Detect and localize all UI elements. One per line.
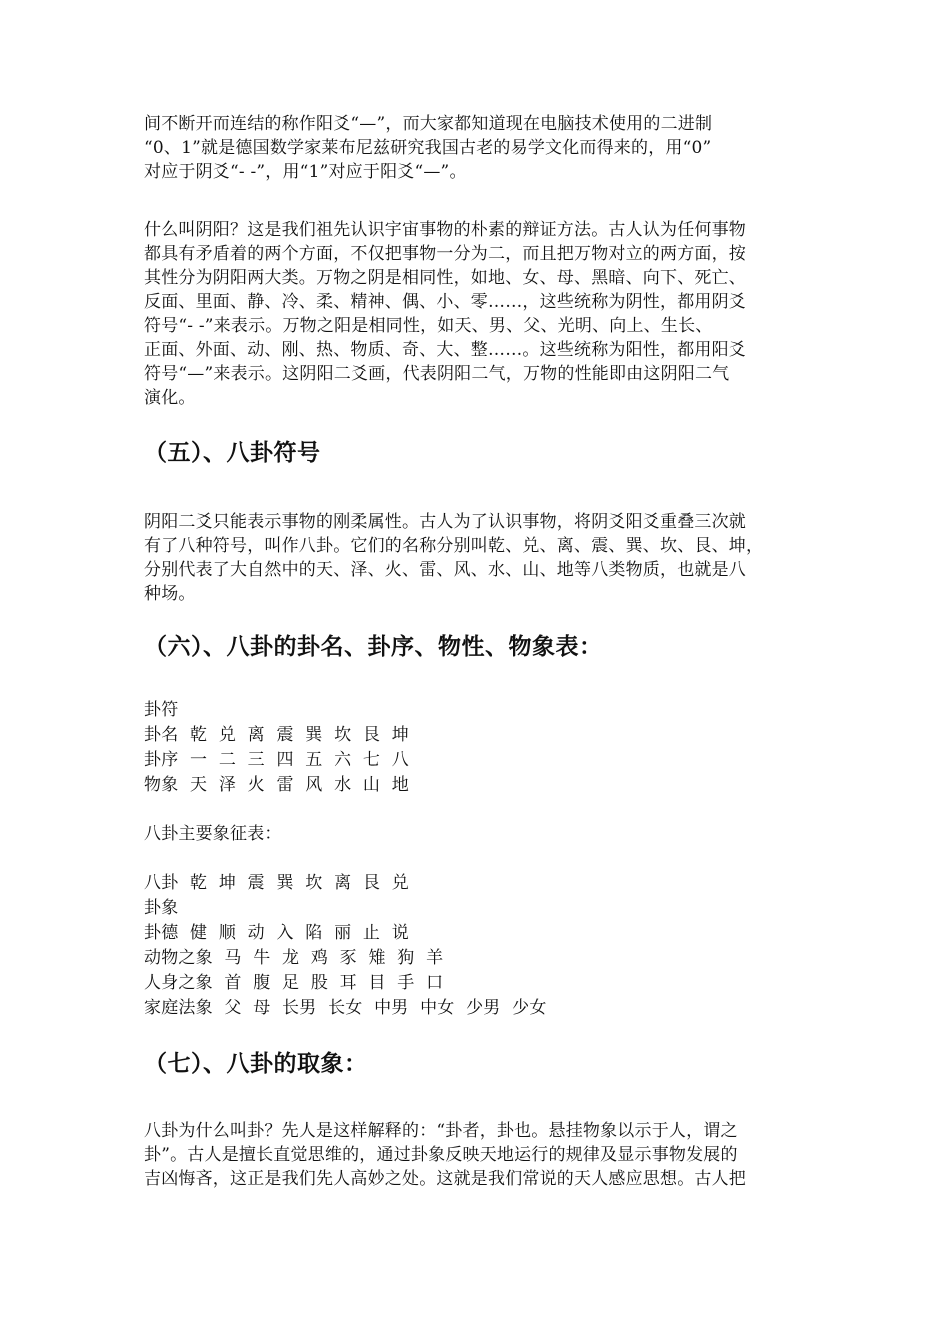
table-cell: 马 <box>224 948 242 968</box>
table-cell: 陷 <box>305 923 323 943</box>
table-cell: 牛 <box>253 948 271 968</box>
table-cell: 山 <box>362 775 381 795</box>
table-row <box>144 921 814 946</box>
table-cell: 顺 <box>218 923 237 943</box>
table-cell: 泽 <box>218 775 237 795</box>
table-cell: 天 <box>190 775 208 795</box>
table-cell: 水 <box>334 775 352 795</box>
table-cell: 巽 <box>305 725 323 745</box>
document-page <box>144 112 814 1191</box>
paragraph-binary <box>144 112 814 184</box>
text-line: 其性分为阴阳两大类。万物之阴是相同性，如地、女、母、黑暗、向下、死亡、 <box>144 268 746 288</box>
table-cell: 离 <box>247 725 265 745</box>
text-line: 符号“- -”来表示。万物之阳是相同性，如天、男、父、光明、向上、生长、 <box>144 316 713 336</box>
table-cell: 雉 <box>368 948 386 968</box>
table-row <box>144 946 814 971</box>
table-cell: 七 <box>362 750 381 770</box>
table-cell: 丽 <box>334 923 352 943</box>
table-cell: 兑 <box>218 725 237 745</box>
text-line: 反面、里面、静、冷、柔、精神、偶、小、零……，这些统称为阴性，都用阴爻 <box>144 292 746 312</box>
table-cell: 卦德 <box>144 923 179 943</box>
text-line: 有了八种符号，叫作八卦。它们的名称分别叫乾、兑、离、震、巽、坎、艮、坤， <box>144 536 764 556</box>
table-cell: 健 <box>190 923 208 943</box>
table-cell: 雷 <box>276 775 294 795</box>
table-cell: 母 <box>253 998 271 1018</box>
table-row <box>144 748 814 773</box>
text-line: 八卦为什么叫卦？先人是这样解释的：“卦者，卦也。悬挂物象以示于人，谓之 <box>144 1121 738 1141</box>
table-cell: 少男 <box>466 998 501 1018</box>
section-heading-5: （五）、八卦符号 <box>144 440 321 466</box>
table-cell: 六 <box>334 750 352 770</box>
table-cell: 三 <box>247 750 265 770</box>
table-cell: 狗 <box>397 948 415 968</box>
table-cell: 坎 <box>305 873 323 893</box>
text-line: 吉凶悔吝，这正是我们先人高妙之处。这就是我们常说的天人感应思想。古人把 <box>144 1169 746 1189</box>
table-cell: 乾 <box>190 873 208 893</box>
table-cell: 父 <box>224 998 242 1018</box>
text-line: 什么叫阴阳？这是我们祖先认识宇宙事物的朴素的辩证方法。古人认为任何事物 <box>144 220 746 240</box>
table-cell: 八卦 <box>144 873 179 893</box>
table-cell: 物象 <box>144 775 179 795</box>
table-cell: 中女 <box>420 998 455 1018</box>
table-cell: 动物之象 <box>144 948 213 968</box>
text-line: 演化。 <box>144 388 196 408</box>
table-cell: 卦名 <box>144 725 179 745</box>
text-line: 对应于阴爻“- -”，用“1”对应于阳爻“—”。 <box>144 162 467 182</box>
table-cell: 家庭法象 <box>144 998 213 1018</box>
text-line: 卦”。古人是擅长直觉思维的，通过卦象反映天地运行的规律及显示事物发展的 <box>144 1145 738 1165</box>
table-row <box>144 971 814 996</box>
paragraph-bagua-symbols <box>144 510 814 606</box>
table-cell: 四 <box>276 750 294 770</box>
table-cell: 坤 <box>391 725 409 745</box>
text-line: 种场。 <box>144 584 196 604</box>
table-cell: 动 <box>247 923 265 943</box>
bagua-symbol-table <box>144 871 814 1021</box>
text-line: 正面、外面、动、刚、热、物质、奇、大、整……。这些统称为阳性，都用阳爻 <box>144 340 746 360</box>
table-cell: 豕 <box>339 948 357 968</box>
table-cell: 艮 <box>362 725 381 745</box>
table-cell: 地 <box>391 775 409 795</box>
table-cell: 足 <box>282 973 300 993</box>
table-cell: 腹 <box>253 973 271 993</box>
text-line: “0、1”就是德国数学家莱布尼兹研究我国古老的易学文化而得来的，用“0” <box>144 138 712 158</box>
section-heading-7: （七）、八卦的取象： <box>144 1051 368 1077</box>
table-cell: 长男 <box>282 998 317 1018</box>
table-cell: 说 <box>391 923 409 943</box>
table-row <box>144 996 814 1021</box>
bagua-name-order-table <box>144 698 814 798</box>
paragraph-yin-yang <box>144 218 814 410</box>
table-cell: 龙 <box>282 948 300 968</box>
paragraph-taking-images <box>144 1119 814 1191</box>
text-line: 分别代表了大自然中的天、泽、火、雷、风、水、山、地等八类物质，也就是八 <box>144 560 746 580</box>
table-row <box>144 871 814 896</box>
table-cell: 卦序 <box>144 750 179 770</box>
table-cell: 震 <box>276 725 294 745</box>
table-cell: 目 <box>368 973 386 993</box>
table-cell: 人身之象 <box>144 973 213 993</box>
table-row <box>144 896 814 921</box>
text-line: 间不断开而连结的称作阳爻“—”，而大家都知道现在电脑技术使用的二进制 <box>144 114 713 134</box>
table-cell: 羊 <box>426 948 444 968</box>
table-cell: 卦象 <box>144 898 179 918</box>
table-cell: 首 <box>224 973 242 993</box>
table-cell: 离 <box>334 873 352 893</box>
table-cell: 八 <box>391 750 409 770</box>
table-cell: 少女 <box>512 998 547 1018</box>
table-row <box>144 698 814 723</box>
table-cell: 手 <box>397 973 415 993</box>
table-cell: 卦符 <box>144 700 179 720</box>
table-row <box>144 773 814 798</box>
table-cell: 耳 <box>339 973 357 993</box>
table-cell: 中男 <box>374 998 409 1018</box>
table-cell: 鸡 <box>310 948 329 968</box>
table-cell: 入 <box>276 923 294 943</box>
text-line: 阴阳二爻只能表示事物的刚柔属性。古人为了认识事物，将阴爻阳爻重叠三次就 <box>144 512 746 532</box>
table-cell: 风 <box>305 775 323 795</box>
text-line: 符号“—”来表示。这阴阳二爻画，代表阴阳二气，万物的性能即由这阴阳二气 <box>144 364 730 384</box>
text-line: 都具有矛盾着的两个方面，不仅把事物一分为二，而且把万物对立的两方面，按 <box>144 244 746 264</box>
table-cell: 股 <box>310 973 329 993</box>
table-cell: 二 <box>218 750 237 770</box>
table-cell: 坎 <box>334 725 352 745</box>
table-cell: 火 <box>247 775 265 795</box>
table-row <box>144 723 814 748</box>
table-cell: 一 <box>190 750 208 770</box>
table-cell: 乾 <box>190 725 208 745</box>
table-cell: 坤 <box>218 873 237 893</box>
table-cell: 口 <box>426 973 444 993</box>
table-cell: 艮 <box>362 873 381 893</box>
table-cell: 兑 <box>391 873 409 893</box>
table-cell: 巽 <box>276 873 294 893</box>
table-cell: 震 <box>247 873 265 893</box>
table-cell: 五 <box>305 750 323 770</box>
table-cell: 止 <box>362 923 381 943</box>
table-cell: 长女 <box>328 998 363 1018</box>
section-heading-6: （六）、八卦的卦名、卦序、物性、物象表： <box>144 634 603 660</box>
symbol-table-title: 八卦主要象征表： <box>144 824 282 844</box>
